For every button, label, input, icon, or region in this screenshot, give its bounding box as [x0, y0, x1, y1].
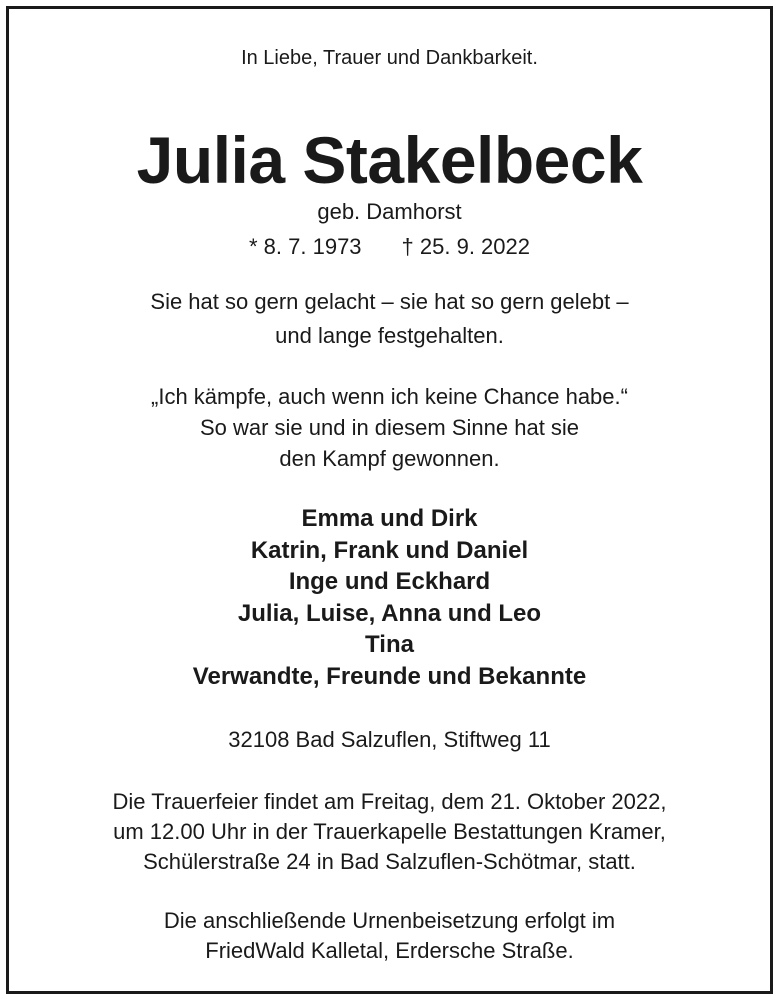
- burial-line: FriedWald Kalletal, Erdersche Straße.: [205, 938, 574, 963]
- mourner-line: Julia, Luise, Anna und Leo: [237, 600, 542, 627]
- intro-line: In Liebe, Trauer und Dankbarkeit.: [241, 47, 538, 69]
- ceremony-line: Die Trauerfeier findet am Freitag, dem 21. Oktober 2022,: [112, 789, 667, 814]
- quote2-line: So war sie und in diesem Sinne hat sie: [199, 415, 580, 440]
- mourner-line: Tina: [365, 631, 414, 658]
- ceremony-line: um 12.00 Uhr in der Trauerkapelle Bestattungen Kramer,: [113, 819, 666, 844]
- burial-line: Die anschließende Urnenbeisetzung erfolgt im: [163, 908, 616, 933]
- mourner-line: Emma und Dirk: [301, 505, 478, 532]
- death-date: † 25. 9. 2022: [401, 234, 530, 259]
- quote2-line: den Kampf gewonnen.: [279, 446, 500, 471]
- quote1-line: Sie hat so gern gelacht – sie hat so gern gelebt –: [150, 289, 629, 314]
- mourner-line: Katrin, Frank und Daniel: [250, 537, 529, 564]
- mourner-line: Inge und Eckhard: [288, 568, 491, 595]
- mourner-line: Verwandte, Freunde und Bekannte: [192, 663, 587, 690]
- quote1-line: und lange festgehalten.: [275, 323, 504, 348]
- quote2-line: „Ich kämpfe, auch wenn ich keine Chance habe.“: [151, 384, 628, 409]
- ceremony-line: Schülerstraße 24 in Bad Salzuflen-Schötmar, statt.: [143, 849, 636, 874]
- birth-date: * 8. 7. 1973: [249, 234, 362, 259]
- life-dates: [0, 231, 779, 263]
- maiden-name: geb. Damhorst: [317, 199, 462, 224]
- address-line: 32108 Bad Salzuflen, Stiftweg 11: [228, 727, 551, 752]
- deceased-name: Julia Stakelbeck: [136, 123, 643, 197]
